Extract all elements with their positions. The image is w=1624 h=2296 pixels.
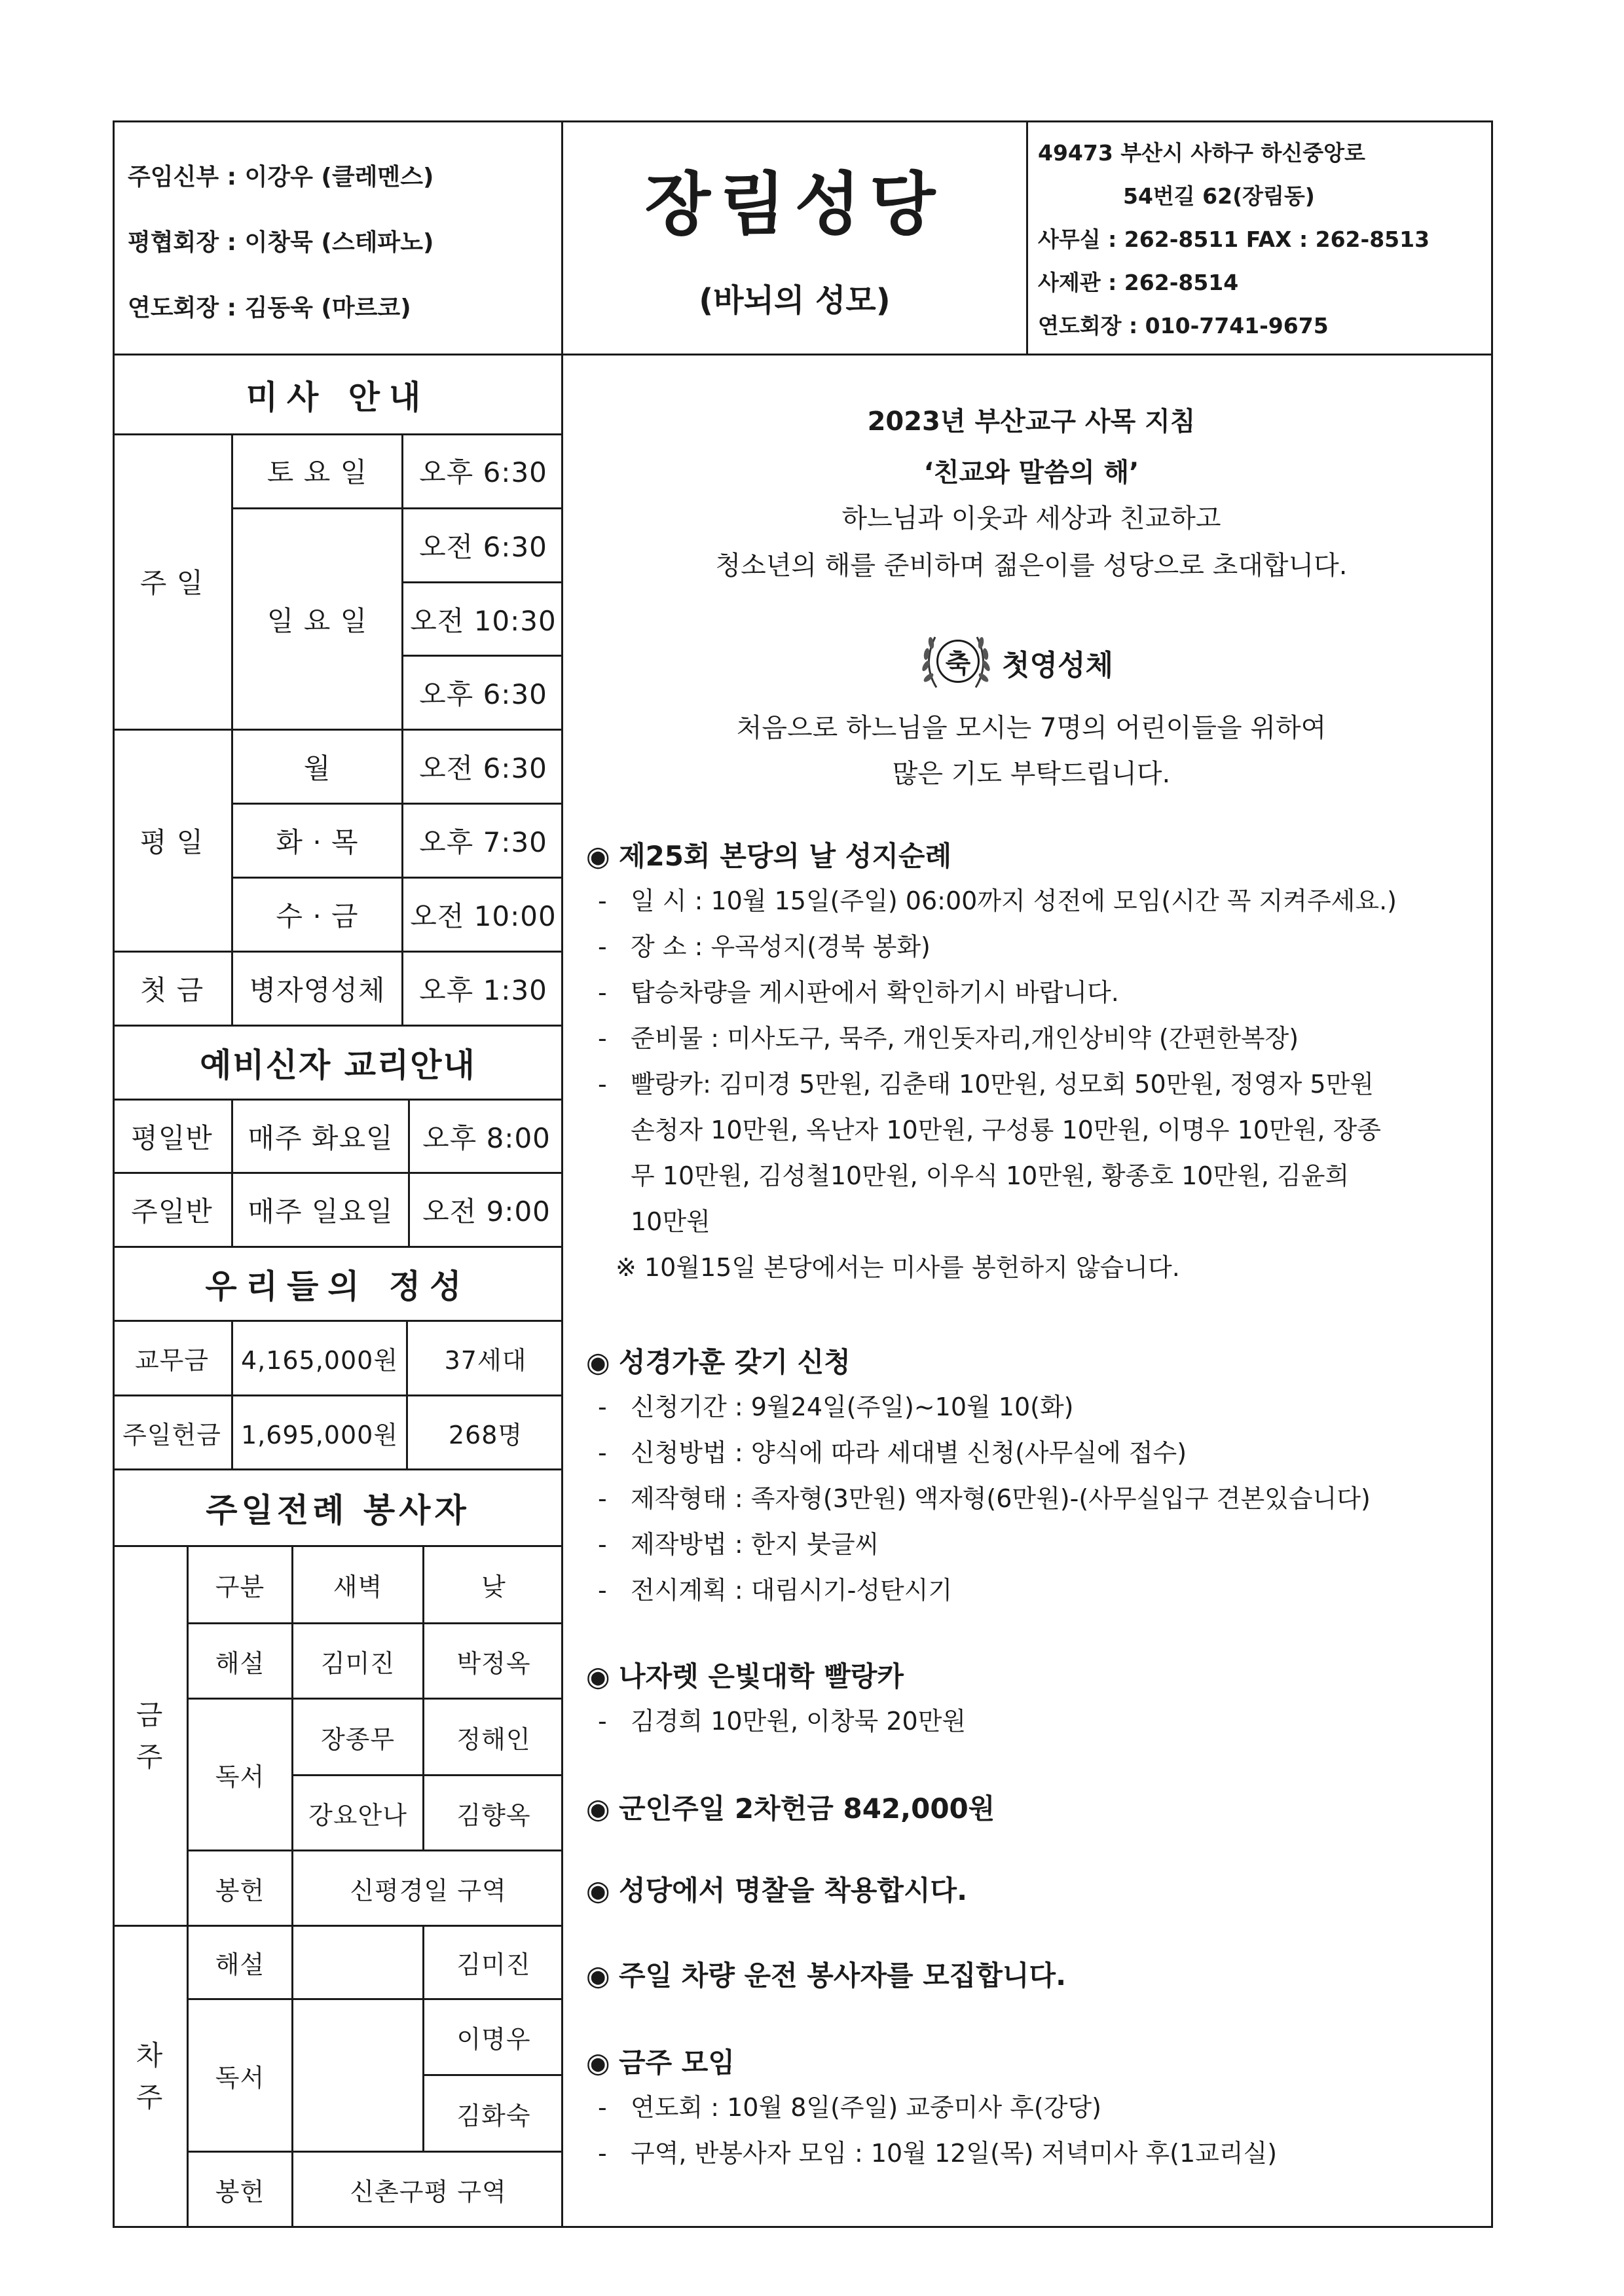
pil-item2-text: 장 소 : 우곡성지(경북 봉화) xyxy=(631,932,931,961)
motto-title-text: 성경가훈 갖기 신청 xyxy=(619,1346,851,1378)
nametag-notice xyxy=(586,1869,967,1908)
this-week-label: 금 주 xyxy=(136,1698,164,1773)
office-phone: 사무실 : 262-8511 FAX : 262-8513 xyxy=(1038,227,1430,252)
bullet-icon: ◉ xyxy=(586,1660,610,1692)
offering-title: 우리들의 정성 xyxy=(205,1267,471,1305)
mot-item4 xyxy=(598,1524,879,1560)
mass-wed-fri-time: 오전 10:00 xyxy=(410,900,557,932)
col-dawn: 새벽 xyxy=(333,1573,383,1601)
dash-marker: - xyxy=(598,1576,607,1605)
mass-saturday: 토 요 일 xyxy=(267,456,368,488)
frame-bottom xyxy=(113,2226,1493,2228)
first-communion-title: 첫영성체 xyxy=(1002,649,1114,682)
tw-reading-day2: 김향옥 xyxy=(456,1800,531,1830)
dash-marker: - xyxy=(598,1484,607,1513)
cat-sunday-label: 주일반 xyxy=(131,1195,213,1228)
mot-item4-text: 제작방법 : 한지 붓글씨 xyxy=(631,1530,879,1559)
meet-item1 xyxy=(598,2087,1101,2123)
mot-item3-text: 제작형태 : 족자형(3만원) 액자형(6만원)-(사무실입구 견본있습니다) xyxy=(631,1484,1371,1513)
meet-item2 xyxy=(598,2133,1277,2169)
pil-item5-line2: 손청자 10만원, 옥난자 10만원, 구성룡 10만원, 이명우 10만원, 장종 xyxy=(631,1116,1381,1144)
cat-weekday-label: 평일반 xyxy=(131,1121,213,1154)
pil-item5-text: 빨랑카: 김미경 5만원, 김춘태 10만원, 성모회 50만원, 정영자 5만원 xyxy=(631,1070,1375,1099)
bullet-icon: ◉ xyxy=(586,1874,610,1906)
motto-title xyxy=(586,1341,851,1380)
mass-sun-time2: 오전 10:30 xyxy=(410,604,557,637)
pil-item3 xyxy=(598,972,1119,1008)
pil-item5 xyxy=(598,1064,1374,1100)
mass-sun-time1: 오전 6:30 xyxy=(419,531,547,563)
guideline-title: 2023년 부산교구 사목 지침 xyxy=(867,407,1196,437)
nametag-notice-text: 성당에서 명찰을 착용합시다. xyxy=(619,1874,968,1906)
mot-item5-text: 전시계획 : 대림시기-성탄시기 xyxy=(631,1576,953,1605)
mot-item2-text: 신청방법 : 양식에 따라 세대별 신청(사무실에 접수) xyxy=(631,1438,1187,1467)
nazareth-title xyxy=(586,1655,904,1694)
meeting-title xyxy=(586,2041,735,2081)
dash-marker: - xyxy=(598,2093,607,2122)
naz-item1 xyxy=(598,1701,966,1737)
meeting-title-text: 금주 모임 xyxy=(619,2047,735,2079)
pil-item1-text: 일 시 : 10월 15일(주일) 06:00까지 성전에 모임(시간 꼭 지켜주세요.) xyxy=(631,886,1397,915)
mass-weekday-label: 평 일 xyxy=(139,826,204,858)
mass-firstfri: 병자영성체 xyxy=(249,974,386,1006)
sunday-collection-amount: 1,695,000원 xyxy=(240,1420,399,1449)
legion-president: 연도회장 : 김동욱 (마르코) xyxy=(128,295,411,321)
mass-tue-thu-time: 오후 7:30 xyxy=(419,826,547,858)
tw-commentary-dawn: 김미진 xyxy=(320,1649,396,1678)
pil-note: ※ 10월15일 본당에서는 미사를 봉헌하지 않습니다. xyxy=(616,1253,1180,1282)
mass-sun-time3: 오후 6:30 xyxy=(419,678,547,710)
mass-sat-time: 오후 6:30 xyxy=(419,456,547,488)
bullet-icon: ◉ xyxy=(586,1346,610,1378)
address-line2: 54번길 62(장림동) xyxy=(1123,183,1315,209)
mass-wed-fri: 수 · 금 xyxy=(276,900,359,932)
cat-weekday-day: 매주 화요일 xyxy=(248,1121,394,1154)
mot-item3 xyxy=(598,1478,1371,1514)
bullet-icon: ◉ xyxy=(586,2047,610,2079)
tw-reading-dawn1: 장종무 xyxy=(320,1724,396,1754)
meet-item1-text: 연도회 : 10월 8일(주일) 교중미사 후(강당) xyxy=(631,2093,1101,2122)
meet-item2-text: 구역, 반봉사자 모임 : 10월 12일(목) 저녁미사 후(1교리실) xyxy=(631,2139,1278,2168)
mot-item1-text: 신청기간 : 9월24일(주일)~10월 10(화) xyxy=(631,1393,1074,1421)
naz-item1-text: 김경희 10만원, 이창묵 20만원 xyxy=(631,1707,967,1736)
mass-tue-thu: 화 · 목 xyxy=(276,826,359,858)
col-type: 구분 xyxy=(215,1573,265,1601)
dash-marker: - xyxy=(598,932,607,961)
nw-offering-label: 봉헌 xyxy=(215,2177,265,2206)
guideline-line2: 청소년의 해를 준비하며 젊은이를 성당으로 초대합니다. xyxy=(715,551,1348,581)
address-line1: 49473 부산시 사하구 하신중앙로 xyxy=(1038,140,1365,166)
levy-amount: 4,165,000원 xyxy=(240,1346,399,1375)
military-sunday-text: 군인주일 2차헌금 842,000원 xyxy=(619,1793,995,1825)
cat-sunday-day: 매주 일요일 xyxy=(248,1195,394,1228)
mass-firstfri-label: 첫 금 xyxy=(139,974,204,1006)
tw-commentary-label: 해설 xyxy=(215,1649,265,1678)
mass-monday: 월 xyxy=(303,752,331,784)
pil-item3-text: 탑승차량을 게시판에서 확인하기시 바랍니다. xyxy=(631,978,1119,1007)
dash-marker: - xyxy=(598,978,607,1007)
church-name: 장림성당 xyxy=(644,164,945,244)
sunday-collection-count: 268명 xyxy=(448,1420,523,1449)
servers-title: 주일전례 봉사자 xyxy=(206,1491,470,1529)
cat-sunday-time: 오전 9:00 xyxy=(422,1195,551,1228)
next-week-label: 차 주 xyxy=(136,2039,164,2113)
priest-name: 주임신부 : 이강우 (클레멘스) xyxy=(128,164,434,191)
mass-sunday: 일 요 일 xyxy=(267,604,368,637)
tw-reading-label: 독서 xyxy=(215,1762,265,1791)
pilgrimage-title xyxy=(586,835,951,874)
nw-reading-label: 독서 xyxy=(215,2063,265,2092)
nw-commentary-day: 김미진 xyxy=(456,1950,531,1979)
patron-name: (바뇌의 성모) xyxy=(699,282,891,319)
dash-marker: - xyxy=(598,1707,607,1736)
frame-top xyxy=(113,120,1493,122)
guideline-theme: ‘친교와 말씀의 해’ xyxy=(923,458,1139,488)
pilgrimage-title-text: 제25회 본당의 날 성지순례 xyxy=(619,840,952,872)
tw-offering-label: 봉헌 xyxy=(215,1876,265,1905)
pil-item4 xyxy=(598,1018,1299,1054)
rectory-phone: 사제관 : 262-8514 xyxy=(1038,270,1239,295)
tw-commentary-day: 박정옥 xyxy=(456,1649,531,1678)
dash-marker: - xyxy=(598,1438,607,1467)
pil-item5-line4: 10만원 xyxy=(631,1207,710,1236)
fc-line2: 많은 기도 부탁드립니다. xyxy=(892,759,1171,789)
mot-item2 xyxy=(598,1432,1187,1468)
legion-phone: 연도회장 : 010-7741-9675 xyxy=(1038,313,1329,338)
guideline-line1: 하느님과 이웃과 세상과 친교하고 xyxy=(841,503,1221,534)
levy-count: 37세대 xyxy=(444,1346,527,1375)
bullet-icon: ◉ xyxy=(586,1959,610,1992)
nazareth-title-text: 나자렛 은빛대학 빨랑카 xyxy=(619,1660,904,1692)
bullet-icon: ◉ xyxy=(586,840,610,872)
tw-reading-dawn2: 강요안나 xyxy=(308,1800,407,1830)
pil-item2 xyxy=(598,926,931,962)
pil-item1 xyxy=(598,881,1397,917)
driver-notice xyxy=(586,1954,1066,1994)
catechumen-title: 예비신자 교리안내 xyxy=(200,1046,476,1084)
laurel-emblem xyxy=(917,625,995,697)
nw-reading-day2: 김화숙 xyxy=(456,2101,531,2130)
dash-marker: - xyxy=(598,1024,607,1053)
driver-notice-text: 주일 차량 운전 봉사자를 모집합니다. xyxy=(619,1959,1067,1992)
levy-label: 교무금 xyxy=(134,1346,210,1375)
pil-item5-line3: 무 10만원, 김성철10만원, 이우식 10만원, 황종호 10만원, 김윤희 xyxy=(631,1161,1350,1190)
dash-marker: - xyxy=(598,2139,607,2168)
mass-sunday-label: 주 일 xyxy=(139,566,204,599)
mass-title: 미사 안내 xyxy=(246,378,430,416)
nw-reading-day1: 이명우 xyxy=(456,2025,531,2054)
dash-marker: - xyxy=(598,1393,607,1421)
congrats-badge: 축 xyxy=(936,640,980,683)
cat-weekday-time: 오후 8:00 xyxy=(422,1121,551,1154)
nw-commentary-label: 해설 xyxy=(215,1950,265,1979)
header-address-divider xyxy=(1026,120,1028,354)
mass-firstfri-time: 오후 1:30 xyxy=(419,974,547,1006)
bullet-icon: ◉ xyxy=(586,1793,610,1825)
tw-reading-day1: 정해인 xyxy=(456,1724,531,1754)
tw-offering-value: 신평경일 구역 xyxy=(350,1876,507,1905)
dash-marker: - xyxy=(598,1070,607,1099)
dash-marker: - xyxy=(598,886,607,915)
mot-item1 xyxy=(598,1387,1074,1423)
mass-mon-time: 오전 6:30 xyxy=(419,752,547,784)
mot-item5 xyxy=(598,1570,952,1606)
military-sunday xyxy=(586,1787,995,1827)
council-president: 평협회장 : 이창묵 (스테파노) xyxy=(128,229,434,256)
fc-line1: 처음으로 하느님을 모시는 7명의 어린이들을 위하여 xyxy=(736,713,1327,743)
col-day: 낮 xyxy=(481,1573,506,1601)
nw-offering-value: 신촌구평 구역 xyxy=(350,2177,507,2206)
sunday-collection-label: 주일헌금 xyxy=(122,1420,221,1449)
dash-marker: - xyxy=(598,1530,607,1559)
pil-item4-text: 준비물 : 미사도구, 묵주, 개인돗자리,개인상비약 (간편한복장) xyxy=(631,1024,1299,1053)
